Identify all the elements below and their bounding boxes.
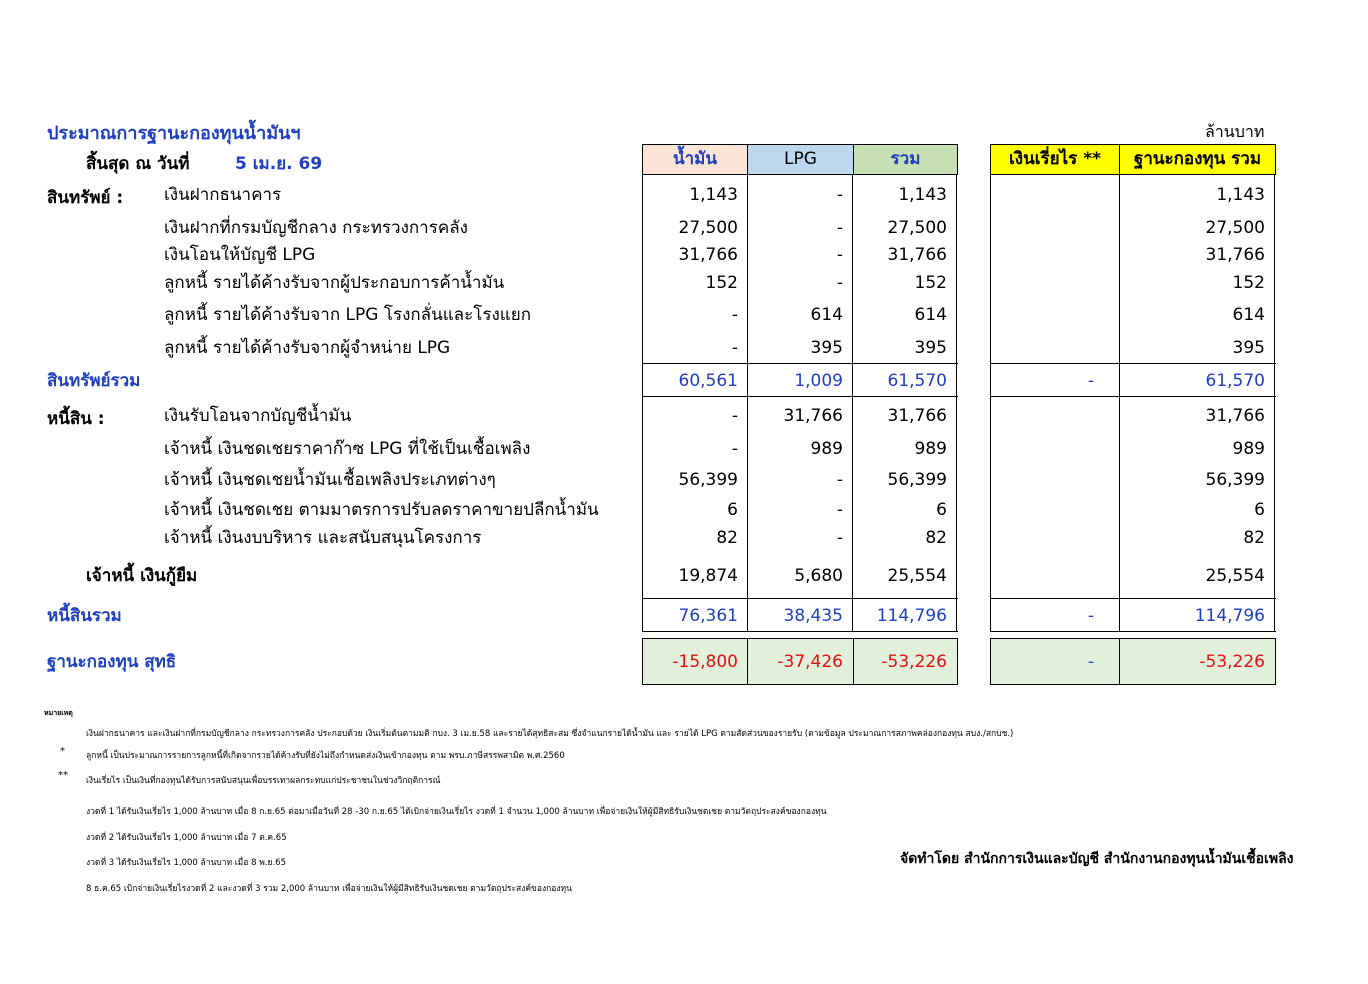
header-fund-total: ฐานะกองทุน รวม (1119, 144, 1276, 175)
header-total: รวม (853, 144, 958, 175)
note-2-mark: * (60, 746, 65, 757)
loan-row-lpg: 5,680 (794, 566, 843, 586)
liabilities-row-fund: 989 (1232, 439, 1265, 459)
header-oil: น้ำมัน (642, 144, 748, 175)
liabilities-row-oil: 6 (727, 500, 738, 520)
liabilities-row-fund: 6 (1254, 500, 1265, 520)
note-1: เงินฝากธนาคาร และเงินฝากที่กรมบัญชีกลาง กระทรวงการคลัง ประกอบด้วย เงินเริ่มต้นตามมติ กบง. 3 เม.ย.58 และรายได้สุทธิสะสม ซึ่งจำแนกรายได้น้ำมัน และ รายได้ LPG ตามสัดส่วนของรายรับ (ตามข้อมูล ประมาณการสภาพคล่องกองทุน สบง./สกบช.) (86, 729, 1014, 739)
liabilities-row-total: 31,766 (887, 406, 947, 426)
assets-row-label: เงินฝากธนาคาร (164, 185, 282, 205)
assets-total-loan: - (1087, 371, 1094, 391)
assets-row-loan (994, 303, 1094, 327)
assets-row-loan (994, 216, 1094, 240)
assets-row-total: 27,500 (887, 218, 947, 238)
liabilities-row-fund: 31,766 (1205, 406, 1265, 426)
note-3: เงินเรี่ยไร เป็นเงินที่กองทุนได้รับการสนับสนุนเพื่อบรรเทาผลกระทบแก่ประชาชนในช่วงวิกฤติการณ์ (86, 776, 441, 786)
liabilities-row-oil: - (731, 439, 738, 459)
assets-row-fund: 1,143 (1216, 185, 1265, 205)
assets-row-loan (994, 243, 1094, 267)
assets-row-oil: 27,500 (678, 218, 738, 238)
assets-row-oil: 152 (705, 273, 738, 293)
liabilities-row-lpg: - (836, 500, 843, 520)
unit-label: ล้านบาท (1205, 122, 1265, 141)
liabilities-row-total: 989 (914, 439, 947, 459)
page-title: ประมาณการฐานะกองทุนน้ำมันฯ (47, 123, 301, 144)
net-oil: -15,800 (672, 652, 738, 672)
assets-total-lpg: 1,009 (794, 371, 843, 391)
liabilities-row-loan (994, 498, 1094, 522)
liabilities-row-lpg: - (836, 470, 843, 490)
assets-row-fund: 152 (1232, 273, 1265, 293)
net-loan: - (1087, 652, 1094, 672)
assets-row-fund: 614 (1232, 305, 1265, 325)
assets-section-label: สินทรัพย์ : (47, 188, 124, 208)
assets-row-lpg: 614 (810, 305, 843, 325)
assets-row-total: 31,766 (887, 245, 947, 265)
loan-row-oil: 19,874 (678, 566, 738, 586)
divider (990, 598, 1276, 599)
notes-heading: หมายเหตุ (44, 709, 73, 717)
liabilities-section-label: หนี้สิน : (47, 409, 105, 429)
net-lpg: -37,426 (777, 652, 843, 672)
assets-row-lpg: - (836, 185, 843, 205)
liabilities-total-loan: - (1087, 606, 1094, 626)
note-6: งวดที่ 3 ได้รับเงินเรี่ยไร 1,000 ล้านบาท เมื่อ 8 พ.ย.65 (86, 858, 287, 868)
loan-row-label: เจ้าหนี้ เงินกู้ยืม (86, 566, 198, 586)
assets-total-label: สินทรัพย์รวม (47, 371, 141, 391)
assets-row-lpg: - (836, 245, 843, 265)
assets-total-oil: 60,561 (678, 371, 738, 391)
divider (642, 598, 958, 599)
net-label: ฐานะกองทุน สุทธิ (47, 652, 177, 672)
assets-row-total: 395 (914, 338, 947, 358)
assets-row-fund: 395 (1232, 338, 1265, 358)
assets-row-label: เงินฝากที่กรมบัญชีกลาง กระทรวงการคลัง (164, 218, 468, 238)
liabilities-row-loan (994, 526, 1094, 550)
assets-row-label: เงินโอนให้บัญชี LPG (164, 245, 316, 265)
liabilities-row-oil: - (731, 406, 738, 426)
loan-row-fund: 25,554 (1205, 566, 1265, 586)
prepared-by: จัดทำโดย สำนักการเงินและบัญชี สำนักงานกองทุนน้ำมันเชื้อเพลิง (900, 851, 1294, 867)
assets-row-oil: - (731, 338, 738, 358)
assets-row-loan (994, 336, 1094, 360)
liabilities-row-label: เจ้าหนี้ เงินชดเชย ตามมาตรการปรับลดราคาขายปลีกน้ำมัน (164, 500, 599, 520)
liabilities-total-lpg: 38,435 (783, 606, 843, 626)
liabilities-row-lpg: 989 (810, 439, 843, 459)
assets-row-total: 614 (914, 305, 947, 325)
liabilities-row-total: 82 (925, 528, 947, 548)
header-lpg: LPG (747, 144, 854, 175)
net-total: -53,226 (881, 652, 947, 672)
assets-row-loan (994, 271, 1094, 295)
assets-row-lpg: - (836, 218, 843, 238)
loan-row-total: 25,554 (887, 566, 947, 586)
note-2: ลูกหนี้ เป็นประมาณการรายการลูกหนี้ที่เกิดจากรายได้ค้างรับที่ยังไม่ถึงกำหนดส่งเงินเข้ากองทุน ตาม พรบ.ภาษีสรรพสามิต พ.ศ.2560 (86, 751, 565, 761)
divider (642, 631, 958, 632)
liabilities-row-label: เจ้าหนี้ เงินชดเชยราคาก๊าซ LPG ที่ใช้เป็นเชื้อเพลิง (164, 439, 531, 459)
assets-row-total: 1,143 (898, 185, 947, 205)
assets-row-oil: 31,766 (678, 245, 738, 265)
assets-row-fund: 31,766 (1205, 245, 1265, 265)
as-of-date: 5 เม.ย. 69 (235, 154, 323, 174)
assets-row-label: ลูกหนี้ รายได้ค้างรับจากผู้ประกอบการค้าน้ำมัน (164, 273, 505, 293)
liabilities-row-lpg: - (836, 528, 843, 548)
assets-row-label: ลูกหนี้ รายได้ค้างรับจาก LPG โรงกลั่นและโรงแยก (164, 305, 531, 325)
note-3-mark: ** (58, 770, 68, 781)
assets-total-fund: 61,570 (1205, 371, 1265, 391)
liabilities-row-oil: 56,399 (678, 470, 738, 490)
assets-row-label: ลูกหนี้ รายได้ค้างรับจากผู้จำหน่าย LPG (164, 338, 451, 358)
liabilities-row-label: เงินรับโอนจากบัญชีน้ำมัน (164, 406, 352, 426)
note-4: งวดที่ 1 ได้รับเงินเรี่ยไร 1,000 ล้านบาท เมื่อ 8 ก.ย.65 ต่อมาเมื่อวันที่ 28 -30 ก.ย.65 ได้เบิกจ่ายเงินเรี่ยไร งวดที่ 1 จำนวน 1,000 ล้านบาท เพื่อจ่ายเงินให้ผู้มีสิทธิรับเงินชดเชย ตามวัตถุประสงค์ของกองทุน (86, 807, 827, 817)
divider (990, 396, 1276, 397)
net-fund: -53,226 (1199, 652, 1265, 672)
assets-row-total: 152 (914, 273, 947, 293)
divider (990, 363, 1276, 364)
liabilities-row-loan (994, 468, 1094, 492)
divider (990, 631, 1276, 632)
assets-row-loan (994, 183, 1094, 207)
divider (642, 396, 958, 397)
note-7: 8 ธ.ค.65 เบิกจ่ายเงินเรี่ยไรงวดที่ 2 และงวดที่ 3 รวม 2,000 ล้านบาท เพื่อจ่ายเงินให้ผู้มีสิทธิรับเงินชดเชย ตามวัตถุประสงค์ของกองทุน (86, 884, 572, 894)
liabilities-row-total: 56,399 (887, 470, 947, 490)
liabilities-row-lpg: 31,766 (783, 406, 843, 426)
liabilities-row-fund: 82 (1243, 528, 1265, 548)
as-of-label: สิ้นสุด ณ วันที่ (86, 154, 190, 174)
liabilities-total-oil: 76,361 (678, 606, 738, 626)
note-5: งวดที่ 2 ได้รับเงินเรี่ยไร 1,000 ล้านบาท เมื่อ 7 ต.ค.65 (86, 833, 287, 843)
divider (642, 363, 958, 364)
liabilities-row-total: 6 (936, 500, 947, 520)
loan-row-loan (994, 564, 1094, 588)
assets-total-total: 61,570 (887, 371, 947, 391)
assets-row-oil: 1,143 (689, 185, 738, 205)
liabilities-row-oil: 82 (716, 528, 738, 548)
liabilities-row-label: เจ้าหนี้ เงินชดเชยน้ำมันเชื้อเพลิงประเภทต่างๆ (164, 470, 496, 490)
assets-row-lpg: 395 (810, 338, 843, 358)
liabilities-row-fund: 56,399 (1205, 470, 1265, 490)
assets-row-fund: 27,500 (1205, 218, 1265, 238)
liabilities-total-total: 114,796 (876, 606, 947, 626)
liabilities-row-label: เจ้าหนี้ เงินงบบริหาร และสนับสนุนโครงการ (164, 528, 482, 548)
assets-row-oil: - (731, 305, 738, 325)
liabilities-row-loan (994, 404, 1094, 428)
liabilities-total-label: หนี้สินรวม (47, 606, 122, 626)
liabilities-row-loan (994, 437, 1094, 461)
header-loan: เงินเรี่ยไร ** (990, 144, 1120, 175)
assets-row-lpg: - (836, 273, 843, 293)
liabilities-total-fund: 114,796 (1194, 606, 1265, 626)
